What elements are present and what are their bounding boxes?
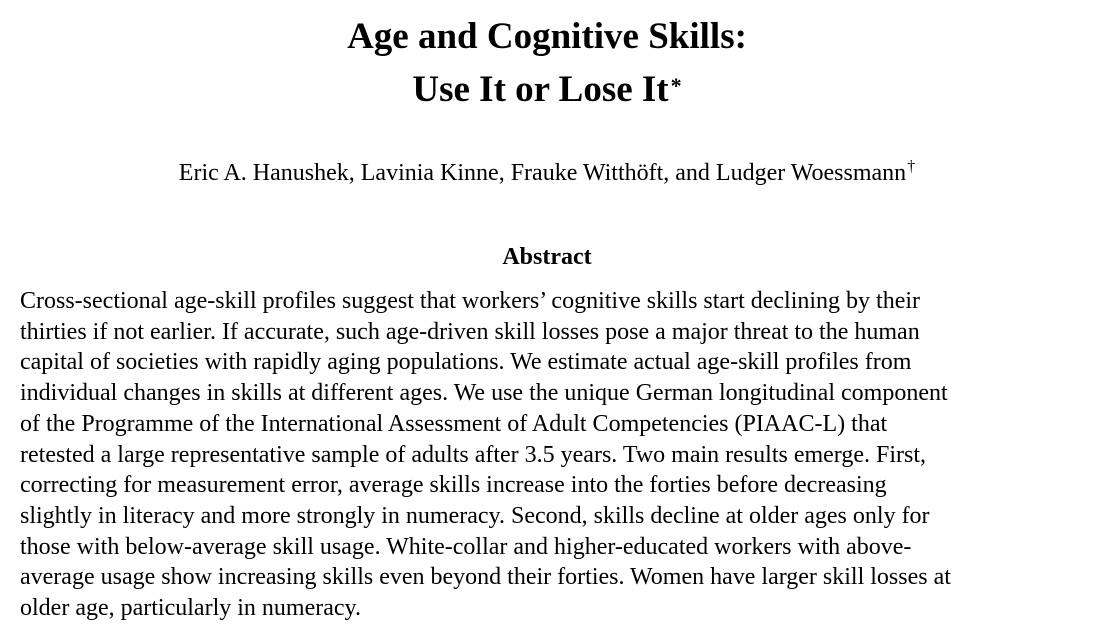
authors-text: Eric A. Hanushek, Lavinia Kinne, Frauke Witthöft, and Ludger Woessmann	[178, 160, 907, 186]
abstract-line: Cross-sectional age-skill profiles suggest that workers’ cognitive skills start declining by their	[20, 288, 921, 314]
title-footnote-mark[interactable]: *	[670, 73, 682, 98]
abstract-line: correcting for measurement error, average skills increase into the forties before decreasing	[20, 472, 887, 499]
title-text-2: Use It or Lose It	[412, 69, 669, 110]
authors-footnote-mark[interactable]: †	[907, 158, 916, 175]
paper-title-line-1	[0, 16, 1094, 58]
author-list	[0, 158, 1094, 188]
abstract-line: slightly in literacy and more strongly in numeracy. Second, skills decline at older ages only for	[20, 502, 930, 529]
abstract-line: retested a large representative sample of adults after 3.5 years. Two main results emerge. First,	[20, 441, 927, 468]
title-text-1: Age and Cognitive Skills:	[347, 16, 747, 57]
abstract-line: individual changes in skills at different ages. We use the unique German longitudinal component	[20, 380, 948, 407]
abstract-line: capital of societies with rapidly aging populations. We estimate actual age-skill profiles from	[20, 349, 912, 376]
abstract-line: of the Programme of the International Assessment of Adult Competencies (PIAAC-L) that	[20, 410, 888, 437]
abstract-line: thirties if not earlier. If accurate, such age-driven skill losses pose a major threat to the human	[20, 318, 920, 345]
abstract-heading: Abstract	[502, 244, 592, 270]
paper-title-line-2	[0, 69, 1094, 111]
abstract-line: those with below-average skill usage. White-collar and higher-educated workers with above-	[20, 533, 912, 560]
abstract-body	[20, 286, 1080, 624]
abstract-line: average usage show increasing skills even beyond their forties. Women have larger skill losses at	[20, 564, 951, 591]
abstract-line: older age, particularly in numeracy.	[20, 595, 361, 622]
